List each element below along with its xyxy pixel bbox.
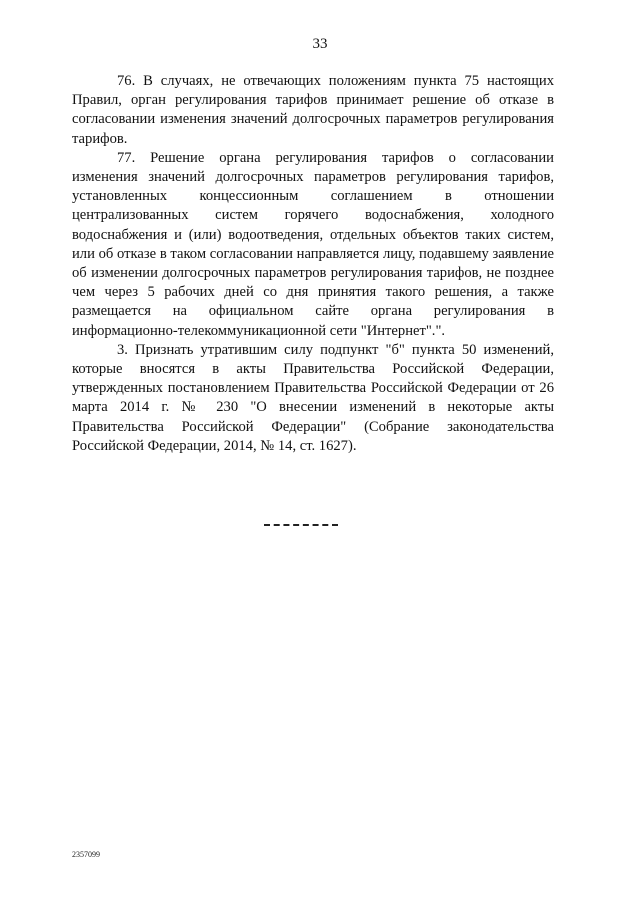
end-separator-line xyxy=(264,524,338,526)
document-code: 2357099 xyxy=(72,850,100,859)
paragraph-item-3: 3. Признать утратившим силу подпункт "б" пункта 50 изменений, которые вносятся в акты Правительства Российской Федерации, утвержденных постановлением Правительства Российской Федерации от 26 марта 2014 г. № 230 "О внесении изменений в некоторые акты Правительства Российской Федерации" (Собрание законодательства Российской Федерации, 2014, № 14, ст. 1627). xyxy=(72,341,554,454)
paragraph-77: 77. Решение органа регулирования тарифов о согласовании изменения значений долгосрочных параметров регулирования тарифов, установленных концессионным соглашением в отношении централизованных систем горячего водоснабжения, холодного водоснабжения и (или) водоотведения, отдельных объектов таких систем, или об отказе в таком согласовании направляется лицу, подавшему заявление об изменении долгосрочных параметров регулирования тарифов, не позднее чем через 5 рабочих дней со дня принятия такого решения, а также размещается на официальном сайте органа регулирования в информационно-телекоммуникационной сети "Интернет".". xyxy=(72,149,554,339)
document-body xyxy=(72,72,554,456)
paragraph-76: 76. В случаях, не отвечающих положениям пункта 75 настоящих Правил, орган регулирования тарифов принимает решение об отказе в согласовании изменения значений долгосрочных параметров регулирования тарифов. xyxy=(72,73,554,147)
page-number: 33 xyxy=(312,36,328,52)
